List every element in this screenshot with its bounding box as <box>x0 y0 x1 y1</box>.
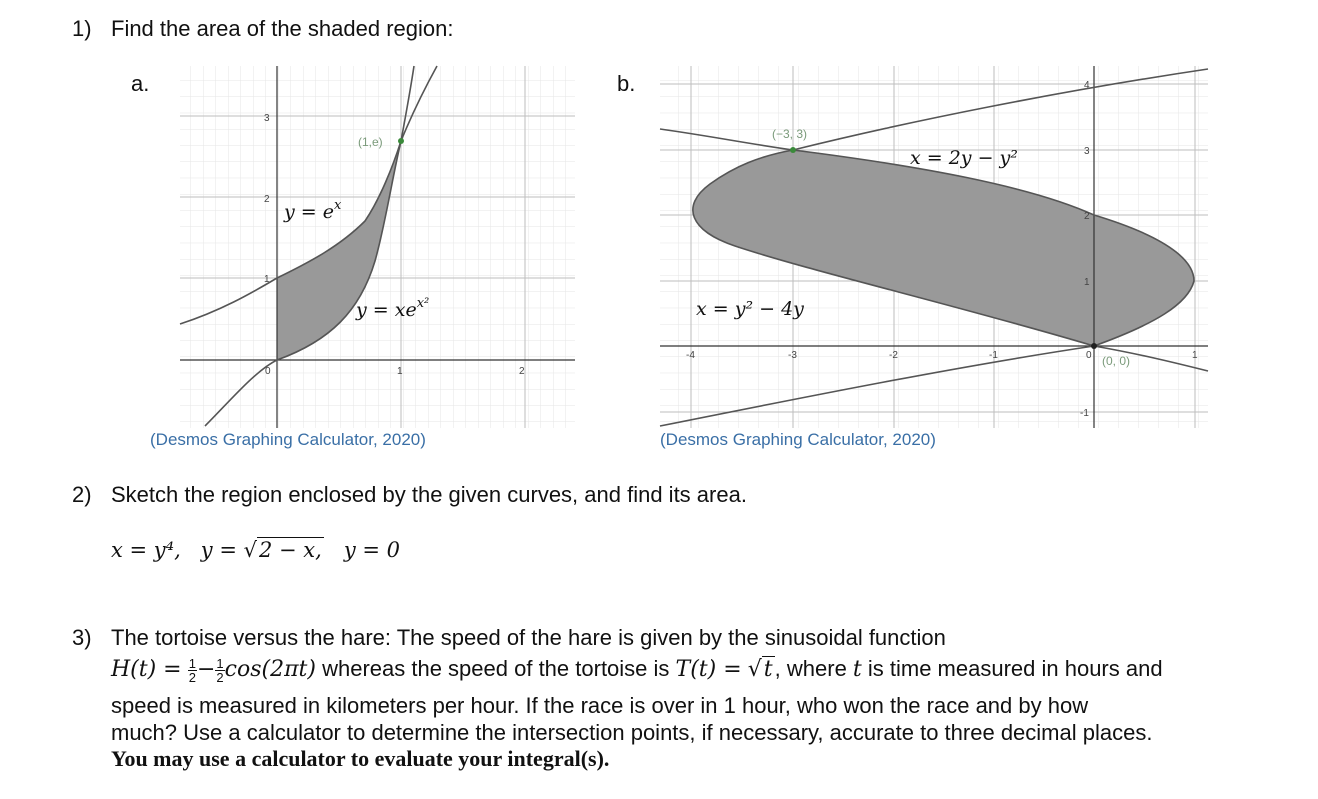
tick-b-xm4: -4 <box>686 350 695 361</box>
point-1e <box>398 138 404 144</box>
tick-b-xm3: -3 <box>788 350 797 361</box>
tick-a-y3: 3 <box>264 113 270 124</box>
q3-line4: much? Use a calculator to determine the intersection points, if necessary, accurate to three decimal places. <box>111 720 1153 745</box>
point-label-neg3-3: (−3, 3) <box>772 127 808 141</box>
q3-t-comma: , <box>774 656 781 681</box>
tick-a-x0: 0 <box>265 366 271 377</box>
q1-number: 1) <box>72 16 92 41</box>
tick-b-x0: 0 <box>1086 350 1092 361</box>
q3-t-prefix: T(t) = <box>675 657 742 682</box>
q3-mid-text: whereas the speed of the tortoise is <box>315 656 676 681</box>
tick-a-y1: 1 <box>264 274 270 285</box>
q3-t-var: t <box>852 657 862 682</box>
q3-line3: speed is measured in kilometers per hour. If the race is over in 1 hour, who won the race and by how <box>111 693 1089 718</box>
label-2y-y2: x = 2y − y² <box>910 147 1018 169</box>
q1a-label: a. <box>131 71 150 96</box>
q3-frac2: $\frac{1}{2}$ <box>216 655 224 685</box>
label-exp: $y = e^x$ <box>284 198 342 223</box>
q2-number: 2) <box>72 482 92 507</box>
point-origin <box>1091 343 1097 349</box>
tick-b-xm1: -1 <box>989 350 998 361</box>
q2-text: Sketch the region enclosed by the given curves, and find its area. <box>111 482 747 507</box>
graph-a <box>180 66 575 428</box>
citation-a: (Desmos Graphing Calculator, 2020) <box>150 430 426 449</box>
q3-line1: The tortoise versus the hare: The speed of the hare is given by the sinusoidal function <box>111 625 946 650</box>
q2-eq2-radicand: 2 − x, <box>259 538 322 562</box>
tick-a-x1: 1 <box>397 366 403 377</box>
tick-b-y1: 1 <box>1084 277 1090 288</box>
q3-end-text: is time measured in hours and <box>861 656 1163 681</box>
q3-line5: You may use a calculator to evaluate your integral(s). <box>111 746 610 771</box>
tick-b-x1: 1 <box>1192 350 1198 361</box>
q3-number: 3) <box>72 625 92 650</box>
citation-b: (Desmos Graphing Calculator, 2020) <box>660 430 936 449</box>
q2-eq1: x = y⁴, <box>111 538 181 562</box>
label-xexp: $y = xe^{x^2}$ <box>356 296 430 321</box>
point-neg3-3 <box>790 147 796 153</box>
point-label-origin: (0, 0) <box>1102 354 1131 368</box>
tick-a-y2: 2 <box>264 194 270 205</box>
tick-b-ym1: -1 <box>1080 408 1089 419</box>
tick-b-xm2: -2 <box>889 350 898 361</box>
q3-line2: H(t) = $\frac{1}{2}$ − $\frac{1}{2}$ cos(2πt) whereas the speed of the tortoise is T(t) = √t, where t is time measured in hours and <box>111 655 1163 685</box>
q3-t-radicand: t <box>763 657 773 682</box>
q1b-label: b. <box>617 71 636 96</box>
graph-b <box>660 66 1208 428</box>
point-label-1e: (1,e) <box>358 135 383 149</box>
label-y2-4y: x = y² − 4y <box>696 298 804 320</box>
q2-eq3: y = 0 <box>343 538 401 562</box>
q3-frac1: $\frac{1}{2}$ <box>188 655 196 685</box>
tick-b-y4: 4 <box>1084 80 1090 91</box>
q2-equations: x = y⁴, y = √2 − x, y = 0 <box>111 538 401 562</box>
tick-a-x2: 2 <box>519 366 525 377</box>
q2-eq2-prefix: y = <box>200 538 237 562</box>
q3-minus: − <box>196 657 216 682</box>
q3-where: where <box>780 656 853 681</box>
q3-h-prefix: H(t) = <box>111 657 182 682</box>
tick-b-y3: 3 <box>1084 146 1090 157</box>
q3-cos: cos(2πt) <box>224 657 316 682</box>
tick-b-y2: 2 <box>1084 211 1090 222</box>
q1-text: Find the area of the shaded region: <box>111 16 454 41</box>
